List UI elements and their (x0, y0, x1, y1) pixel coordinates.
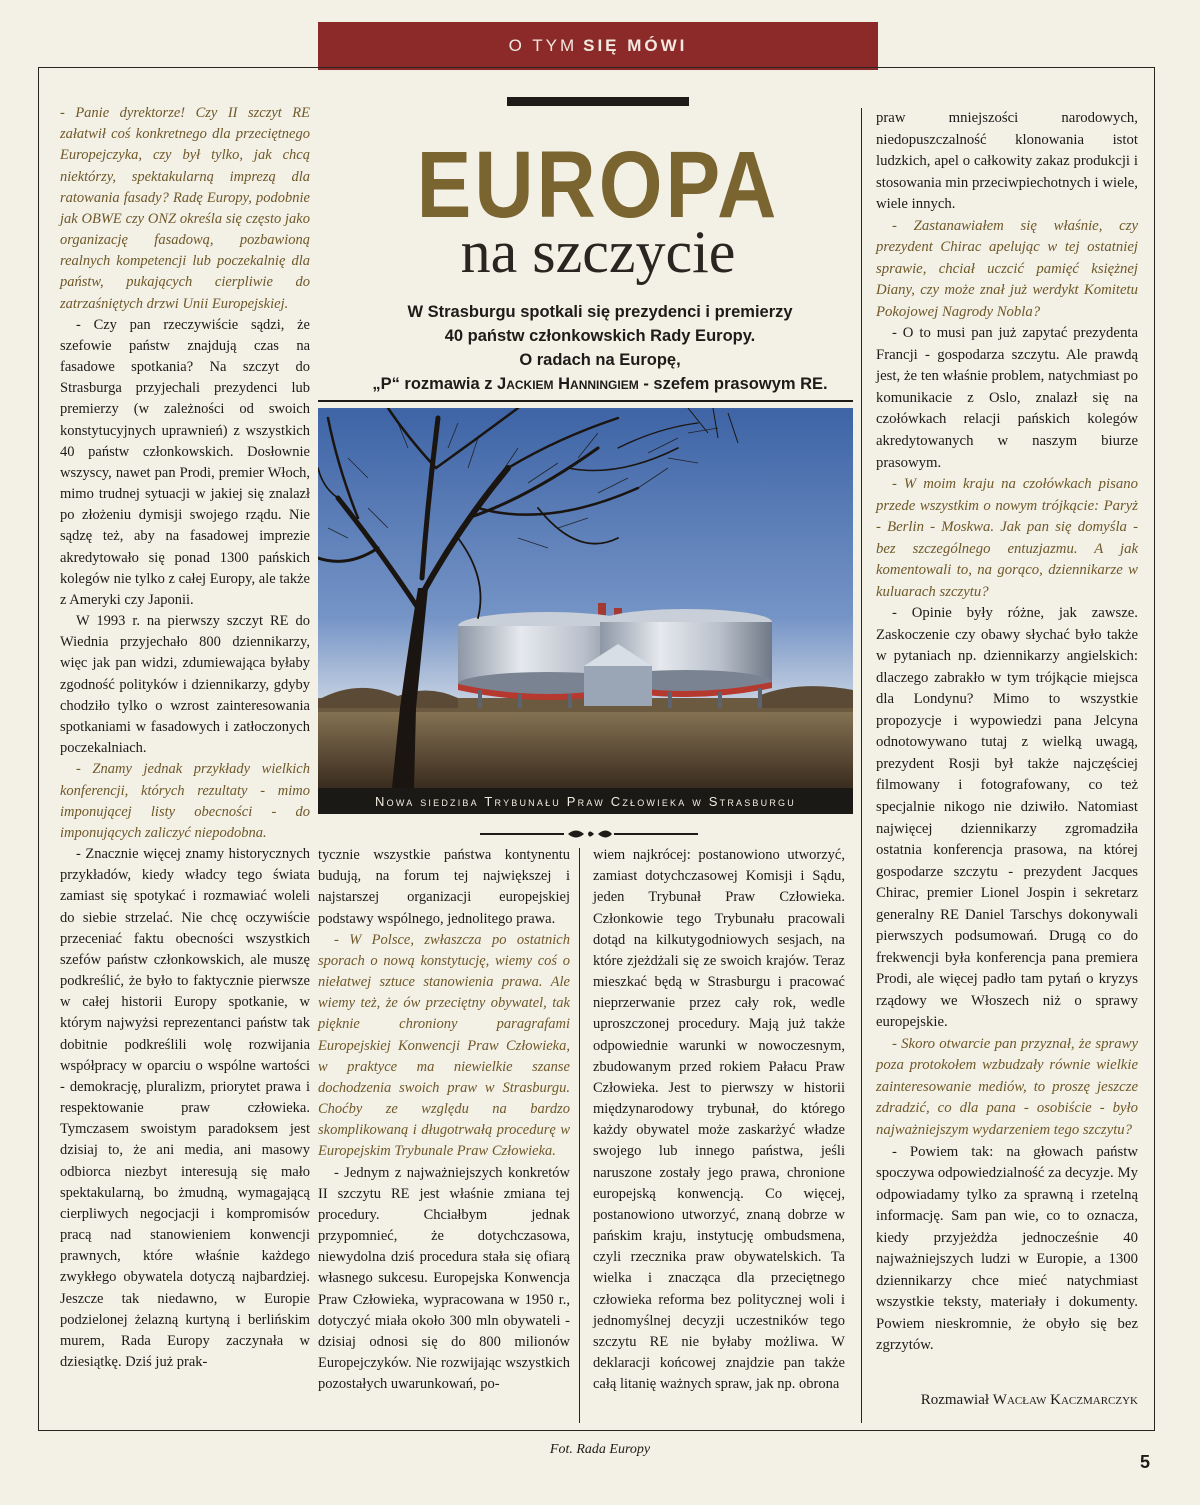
lead-line-3: O radach na Europę, (519, 351, 681, 369)
section-bold: SIĘ MÓWI (583, 36, 688, 55)
article-column-3 (593, 845, 845, 1395)
question-paragraph: - Skoro otwarcie pan przyznał, że sprawy poza protokołem wzbudzały równie wielkie zainteresowanie mediów, to proszę jeszcze zdradzić, co dla pana - osobiście - było najważniejszym wydarzeniem tego szczytu? (876, 1035, 1138, 1138)
lead-line-1: W Strasburgu spotkali się prezydenci i premierzy (407, 303, 793, 321)
answer-paragraph: W 1993 r. na pierwszy szczyt RE do Wiednia przyjechało 800 dziennikarzy, więc jak pan widzi, zdumiewająca byłaby zgodność polityków i dziennikarzy, gdyby chodziło tylko o wzrost zainteresowania spotkaniami w fasadowych i zatłoczonych poczekalniach. (60, 613, 310, 757)
question-paragraph: - Zastanawiałem się właśnie, czy prezydent Chirac apelując w tej ostatniej sprawie, chciał uczcić pamięć księżnej Diany, czy może znał już werdykt Komitetu Pokojowej Nagrody Nobla? (876, 217, 1138, 320)
article-title: EUROPA (416, 133, 780, 238)
answer-paragraph: - Jednym z najważniejszych konkretów II szczytu RE jest właśnie zmiana tej procedury. Chciałbym jednak przypomnieć, że dotychczasowa, niewydolna dziś procedura stała się ofiarą własnego sukcesu. Europejska Konwencja Praw Człowieka, wypracowana w 1950 r., dotyczyć miała około 300 mln obywateli - dzisiaj odnosi się do 800 milionów Europejczyków. Nie rozwijając wszystkich pozostałych uwarunkowań, po- (318, 1164, 570, 1393)
lead-line-4 (330, 372, 870, 396)
lead-interviewee: Jackiem Hanningiem (497, 375, 639, 393)
article-column-1 (60, 103, 310, 1373)
article-column-4 (876, 108, 1138, 1357)
article-column-2 (318, 845, 570, 1395)
photo-caption: Nowa siedziba Trybunału Praw Człowieka w Strasburgu (318, 788, 853, 814)
author-signature (876, 1392, 1138, 1409)
article-subtitle: na szczycie (460, 219, 736, 285)
answer-paragraph: - Powiem tak: na głowach państw spoczywa odpowiedzialność za decyzje. My odpowiadamy tylko za sprawną i rzetelną informację. Sam pan wie, co to oznacza, kiedy przyjeżdża jednocześnie 40 najważniejszych ludzi w Europie, a 1300 dziennikarzy chce mieć natychmiast wszystkie teksty, materiały i dokumenty. Powiem nieskromnie, że obyło się bez zgrzytów. (876, 1143, 1138, 1354)
answer-paragraph: praw mniejszości narodowych, niedopuszczalność klonowania istot ludzkich, apel o całkowity zakaz produkcji i stosowania min przeciwpiechotnych i wiele, wiele innych. (876, 110, 1138, 213)
answer-paragraph: - O to musi pan już zapytać prezydenta Francji - gospodarza szczytu. Ale prawdą jest, że ten właśnie problem, natychmiast po komunikacie z Oslo, znalazł się na czołówkach relacji pańskich kolegów akredytowanych w naszym biurze prasowym. (876, 325, 1138, 471)
section-header (318, 22, 878, 70)
author-name: Wacław Kaczmarczyk (992, 1392, 1138, 1408)
answer-paragraph: - Znacznie więcej znamy historycznych przykładów, kiedy władcy tego świata zamiast się spotykać i rozmawiać woleli do siebie strzelać. Nie chcę oczywiście przeceniać faktu obecności wszystkich szefów państw członkowskich, ale muszę podkreślić, że było to faktycznie pierwsze w całej historii Europy spotkanie, w którym najwyżsi reprezentanci państw tak dobitnie podkreślili wolę rozwijania współpracy w oparciu o wspólne wartości - demokrację, pluralizm, priorytet prawa i respektowanie praw człowieka. Tymczasem swoistym paradoksem jest dzisiaj to, że ani media, ani masowy odbiorca niezbyt interesują się mało spektakularną, bo żmudną, wymagającą cierpliwych negocjacji i kompromisów pracą nad stanowieniem konwencji prawnych, które właśnie każdego zwykłego obywatela dotyczą najbardziej. Jeszcze tak niedawno, w Europie podzielonej żelazną kurtyną i berlińskim murem, Rada Europy zaczynała w dziesiątkę. Dziś już prak- (60, 846, 310, 1371)
column-separator (861, 108, 862, 1423)
question-paragraph: - W moim kraju na czołówkach pisano przede wszystkim o nowym trójkącie: Paryż - Berlin - Moskwa. Jak pan się domyśla - bez szczególnego entuzjazmu. A jak komentowali to, na gorąco, dziennikarze w kuluarach szczytu? (876, 476, 1138, 600)
signature-prefix: Rozmawiał (920, 1392, 993, 1408)
question-paragraph: - Znamy jednak przykłady wielkich konferencji, których rezultaty - mimo imponującej listy obecności - do imponujących zaliczyć niepodobna. (60, 761, 310, 841)
article-lead (330, 300, 870, 396)
question-paragraph: - Panie dyrektorze! Czy II szczyt RE załatwił coś konkretnego dla przeciętnego Europejczyka, czy był tylko, jak chcą niektórzy, spektakularną imprezą dla ratowania fasady? Radę Europy, podobnie jak OBWE czy ONZ określa się często jako organizację fasadową, pozbawioną realnych kompetencji lub poczekalnię dla państw, pukających cierpliwie do zatrzaśniętych drzwi Unii Europejskiej. (60, 105, 310, 312)
answer-paragraph: - Czy pan rzeczywiście sądzi, że szefowie państw znajdują czas na fasadowe spotkania? Na szczyt do Strasburga przyjechali prezydenci lub premierzy (w zależności od swoich konstytucyjnych uprawnień) z wszystkich 40 państw członkowskich. Dosłownie wszyscy, nawet pan Prodi, premier Włoch, mimo trudnej sytuacji w jakiej się znalazł po złożeniu dymisji swojego rządu. Nie sądzę też, aby na fasadowej imprezie akredytowało się ponad 1300 pańskich kolegów nie tylko z całej Europy, ale także z Ameryki czy Japonii. (60, 316, 310, 608)
ornament-divider (480, 827, 698, 841)
answer-paragraph: wiem najkrócej: postanowiono utworzyć, zamiast dotychczasowej Komisji i Sądu, jeden Trybunał Praw Człowieka. Członkowie tego Trybunału pracowali dotąd na kilkutygodniowych sesjach, na które zjeżdżali się ze swoich krajów. Teraz mieszkać będą w Strasburgu i pracować nieprzerwanie przez cały rok, wedle uproszczonej procedury. Mają już także odpowiednie warunki w nowoczesnym, zbudowanym przed rokiem Pałacu Praw Człowieka. Jest to pierwszy w historii międzynarodowy trybunał, do którego każdy obywatel może zaskarżyć władze swojego lub innego państwa, jeśli naruszone zostały jego prawa, chronione europejską konwencją. Co więcej, postanowiono utworzyć, znaną dobrze w pańskim kraju, instytucję ombudsmena, czyli rzecznika praw obywatelskich. Ta wielka i znacząca dla przeciętnego człowieka reforma bez politycznej woli i jednomyślnej decyzji uczestników tego szczytu RE nie byłaby możliwa. W deklaracji końcowej znajdzie pan także całą litanię ważnych spraw, jak np. obrona (593, 847, 845, 1393)
title-rule (507, 97, 689, 106)
lead-line-4-b: - szefem prasowym RE. (638, 375, 828, 393)
answer-paragraph: - Opinie były różne, jak zawsze. Zaskoczenie czy obawy słychać było także w pytaniach np. dziennikarzy angielskich: dlaczego zabrakło w tym trójkącie miejsca dla Londynu? Mimo to wszystkie propozycje i wypowiedzi pana Jelcyna odnotowywano tutaj z wielką uwagą, prezydent Rosji był także najczęściej filmowany i fotografowany, co też specjalnie nikogo nie dziwiło. Natomiast najwięcej dziennikarzy zgromadziła ostatnia konferencja prasowa, na której gospodarze szczytu - prezydent Jacques Chirac, premier Lionel Jospin i sekretarz generalny RE Daniel Tarschys dokonywali pierwszych podsumowań. Drugą co do frekwencji była konferencja pana premiera Prodi, ale więcej padło tam pytań o kryzys rządowy we Włoszech niż o sprawy europejskie. (876, 605, 1138, 1031)
answer-paragraph: tycznie wszystkie państwa kontynentu budują, na forum tej największej i najstarszej organizacji europejskiej podstawy wspólnego, jednolitego prawa. (318, 847, 570, 927)
section-prefix: O TYM (508, 36, 578, 55)
lead-line-2: 40 państw członkowskich Rady Europy. (444, 327, 756, 345)
page-number: 5 (1139, 1452, 1150, 1472)
photo-credit: Fot. Rada Europy (549, 1442, 651, 1457)
court-building-photo (318, 408, 853, 788)
lead-line-4-a: „P“ rozmawia z (372, 375, 498, 393)
column-separator (579, 848, 580, 1423)
question-paragraph: - W Polsce, zwłaszcza po ostatnich sporach o nową konstytucję, wiemy coś o niełatwej sztuce stanowienia prawa. Ale wiemy też, że ów przeciętny obywatel, tak pięknie chroniony paragrafami Europejskiej Konwencji Praw Człowieka, w praktyce ma niewielkie szanse dochodzenia swoich praw w Strasburgu. Choćby ze względu na bardzo skomplikowaną i długotrwałą procedurę w Europejskim Trybunale Praw Człowieka. (318, 931, 570, 1160)
photo-rule (318, 400, 853, 402)
